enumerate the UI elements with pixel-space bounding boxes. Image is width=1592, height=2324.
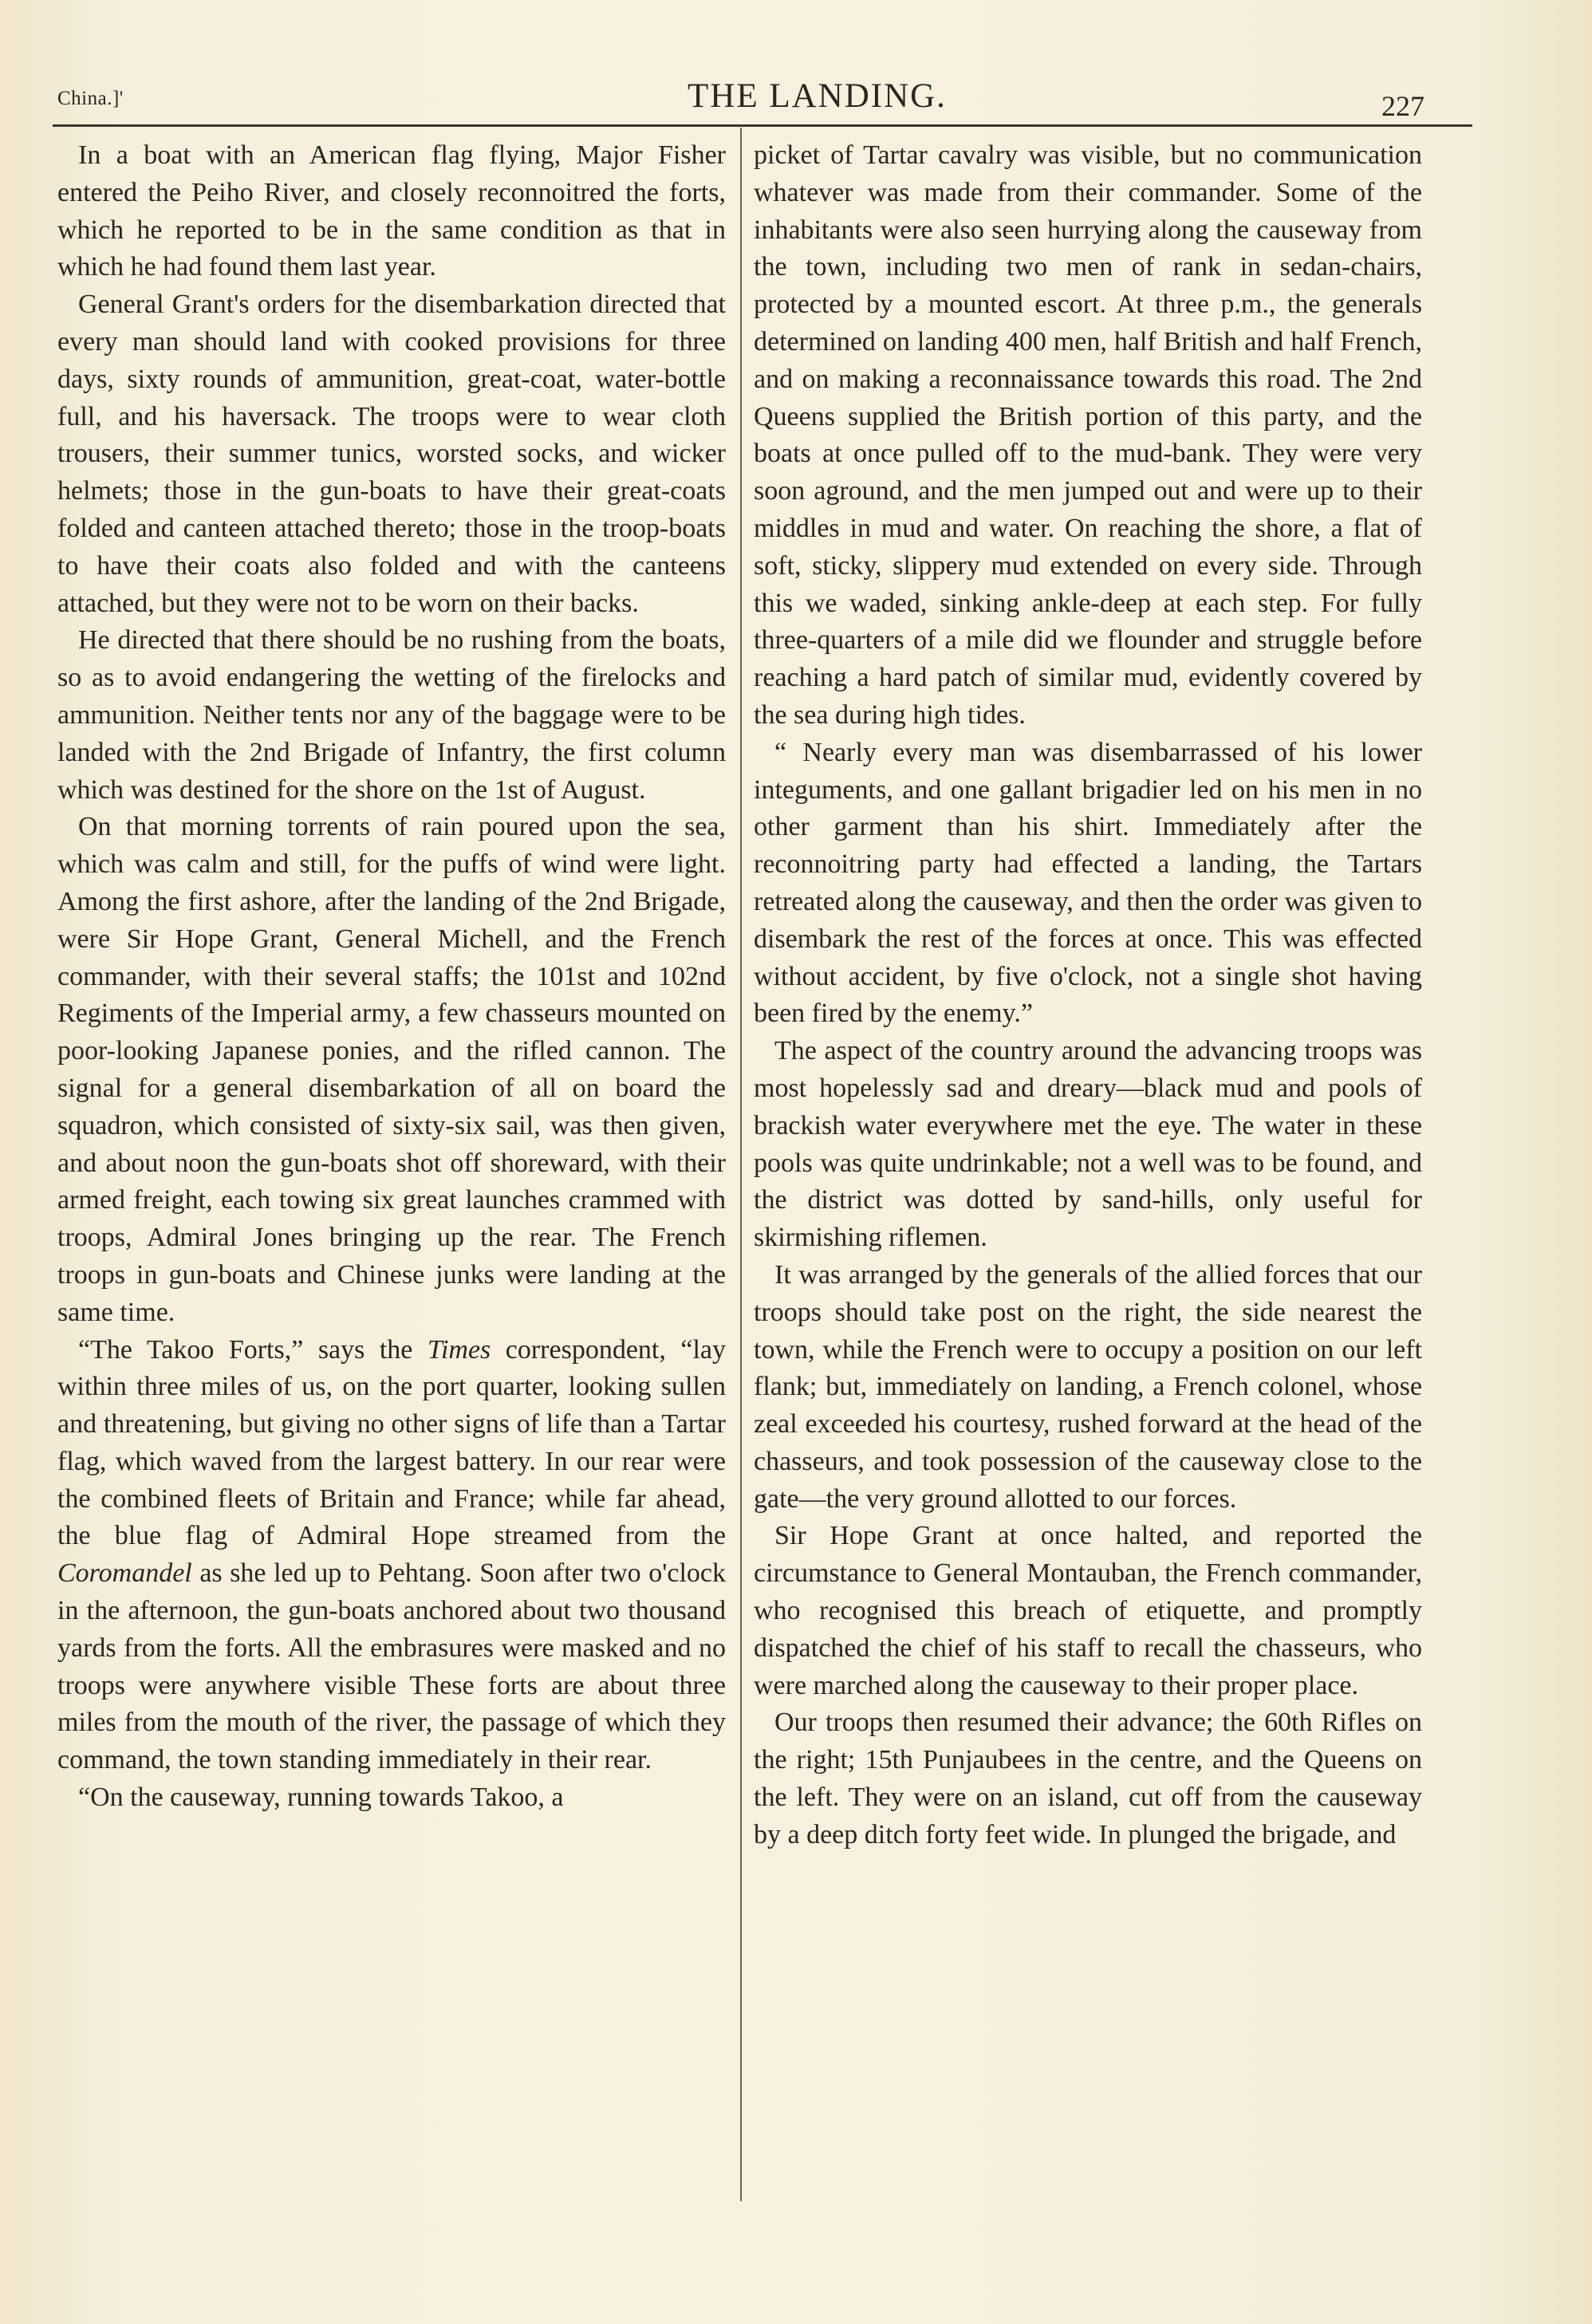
paragraph: On that morning torrents of rain poured upon the sea, which was calm and still, for the puffs of wind were light. Among the first ashore, after the landing of the 2nd Brigade, were Sir Hope Grant, General Michell, and the French commander, with their several staffs; the 101st and 102nd Regiments of the Imperial army, a few chasseurs mounted on poor-looking Japanese ponies, and the rifled cannon. The signal for a general disembarkation of all on board the squadron, which consisted of sixty-six sail, was then given, and about noon the gun-boats shot off shoreward, with their armed freight, each towing six great launches crammed with troops, Admiral Jones bringing up the rear. The French troops in gun-boats and Chinese junks were landing at the same time. [57,812,726,1327]
paragraph-quotation [57,1332,726,1780]
paragraph: Our troops then resumed their advance; the 60th Rifles on the right; 15th Punjaubees in the centre, and the Queens on the left. They were on an island, cut off from the causeway by a deep ditch forty feet wide. In plunged the brigade, and [754,1708,1422,1849]
paragraph: Sir Hope Grant at once halted, and reported the circumstance to General Montauban, the French commander, who recognised this breach of etiquette, and promptly dispatched the chief of his staff to recall the chasseurs, who were marched along the causeway to their proper place. [754,1521,1422,1700]
paragraph: The aspect of the country around the advancing troops was most hopelessly sad and dreary—black mud and pools of brackish water everywhere met the eye. The water in these pools was quite undrinkable; not a well was to be found, and the district was dotted by sand-hills, only useful for skirmishing riflemen. [754,1036,1422,1253]
running-head-section: China.]' [57,88,124,109]
paragraph: He directed that there should be no rushing from the boats, so as to avoid endangering the wetting of the firelocks and ammunition. Neither tents nor any of the baggage were to be landed with the 2nd Brigade of Infantry, the first column which was destined for the shore on the 1st of August. [57,625,726,805]
newspaper-title: Times [427,1334,491,1365]
paragraph: In a boat with an American flag flying, Major Fisher entered the Peiho River, and closely reconnoitred the forts, which he reported to be in the same condition as that in which he had found them last year. [57,140,726,282]
paragraph-text: “The Takoo Forts,” says the [78,1334,428,1365]
left-column [57,137,726,1817]
right-column [754,137,1422,1854]
paragraph: “On the causeway, running towards Takoo, a [78,1782,564,1813]
paragraph: General Grant's orders for the disembarkation directed that every man should land with cooked provisions for three days, sixty rounds of ammunition, great-coat, water-bottle full, and his haversack. The troops were to wear cloth trousers, their summer tunics, worsted socks, and wicker helmets; those in the gun-boats to have their great-coats folded and canteen attached thereto; those in the troop-boats to have their coats also folded and with the canteens attached, but they were not to be worn on their backs. [57,290,726,618]
paragraph: “ Nearly every man was disembarrassed of his lower integuments, and one gallant brigadier led on his men in no other garment than his shirt. Immediately after the reconnoitring party had effected a landing, the Tartars retreated along the causeway, and then the order was given to disembark the rest of the forces at once. This was effected without accident, by five o'clock, not a single shot having been fired by the enemy.” [754,737,1422,1029]
page-number: 227 [1381,90,1425,122]
paragraph: It was arranged by the generals of the allied forces that our troops should take post on the right, the side nearest the town, while the French were to occupy a position on our left flank; but, immediately on landing, a French colonel, whose zeal exceeded his courtesy, rushed forward at the head of the chasseurs, and took possession of the causeway close to the gate—the very ground allotted to our forces. [754,1259,1422,1514]
running-head [57,77,1445,124]
paragraph-text: as she led up to Pehtang. Soon after two o'clock in the afternoon, the gun-boats anchored about two thousand yards from the forts. All the embrasures were masked and no troops were anywhere visible These forts are about three miles from the mouth of the river, the passage of which they command, the town standing immediately in their rear. [57,1558,726,1775]
running-head-title: THE LANDING. [688,77,947,115]
paragraph: picket of Tartar cavalry was visible, but no communication whatever was made from their commander. Some of the inhabitants were also seen hurrying along the causeway from the town, including two men of rank in sedan-chairs, protected by a mounted escort. At three p.m., the generals determined on landing 400 men, half British and half French, and on making a reconnaissance towards this road. The 2nd Queens supplied the British portion of this party, and the boats at once pulled off to the mud-bank. They were very soon aground, and the men jumped out and were up to their middles in mud and water. On reaching the shore, a flat of soft, sticky, slippery mud extended on every side. Through this we waded, sinking ankle-deep at each step. For fully three-quarters of a mile did we flounder and struggle before reaching a hard patch of similar mud, evidently covered by the sea during high tides. [754,140,1422,730]
paragraph-text: correspondent, “lay within three miles of us, on the port quarter, looking sullen and threatening, but giving no other signs of life than a Tartar flag, which waved from the largest battery. In our rear were the combined fleets of Britain and France; while far ahead, the blue flag of Admiral Hope streamed from the [57,1334,726,1551]
column-divider [740,128,742,2201]
header-rule [53,124,1472,127]
ship-name: Coromandel [57,1558,192,1589]
